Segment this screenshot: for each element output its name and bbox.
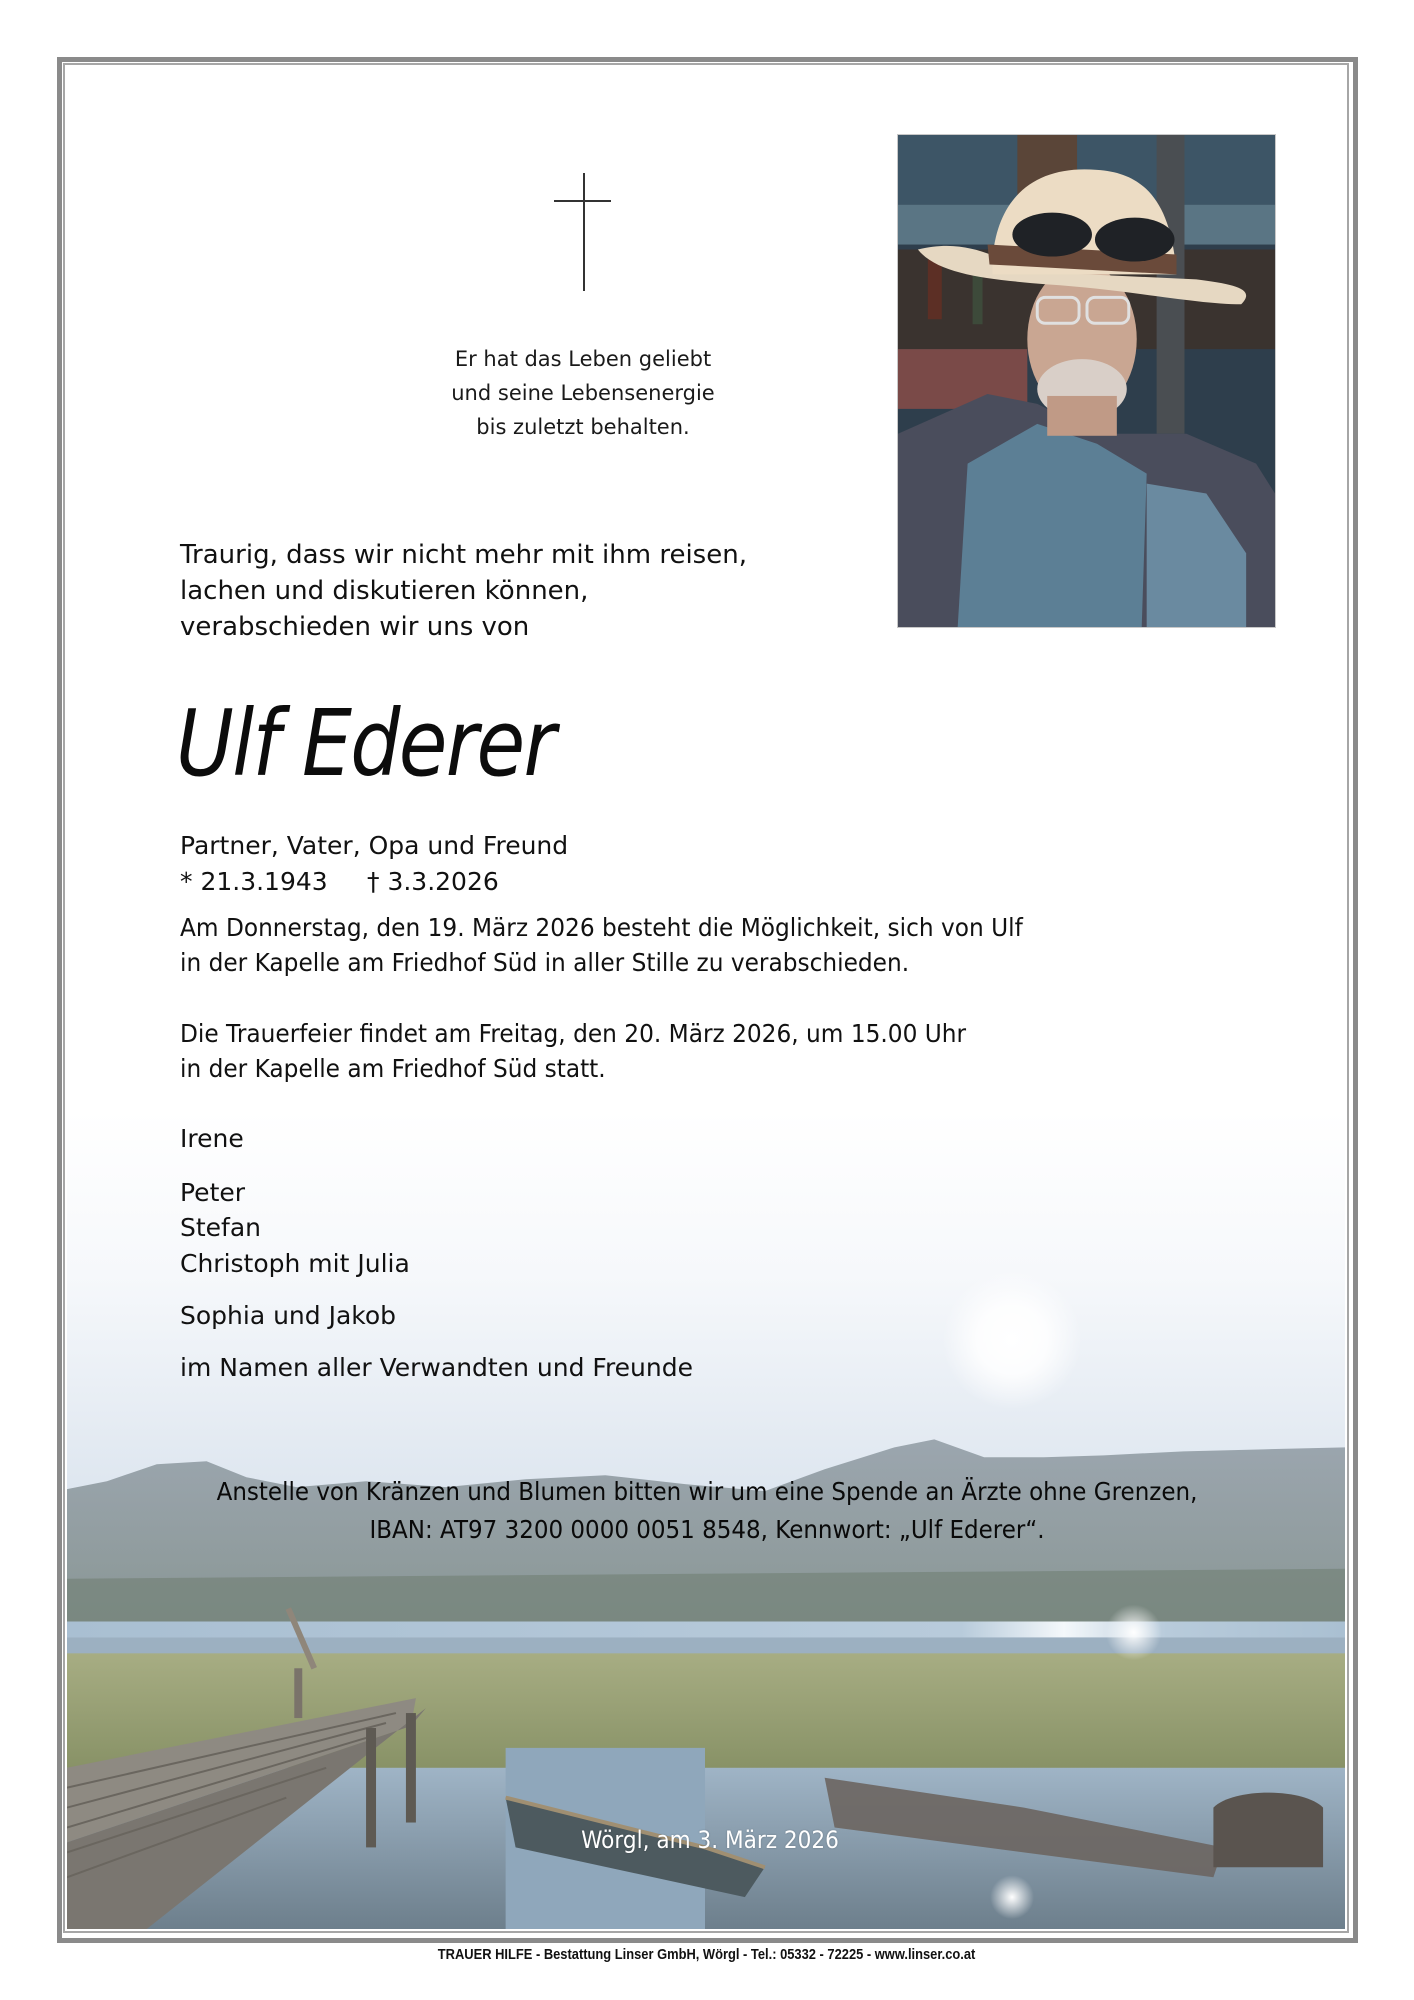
donation-request <box>140 1473 1274 1549</box>
memorial-quote <box>383 342 783 444</box>
announcement-line: in der Kapelle am Friedhof Süd in aller Stille zu verabschieden. <box>180 948 910 977</box>
deceased-roles: Partner, Vater, Opa und Freund <box>180 831 569 860</box>
funeral-home-footer <box>0 1946 1414 1963</box>
quote-line: bis zuletzt behalten. <box>476 415 690 439</box>
birth-date: * 21.3.1943 <box>180 867 328 896</box>
place-and-date: Wörgl, am 3. März 2026 <box>581 1826 839 1854</box>
life-dates <box>180 864 499 900</box>
intro-text <box>180 537 747 645</box>
donation-line: Anstelle von Kränzen und Blumen bitten wir um eine Spende an Ärzte ohne Grenzen, <box>216 1477 1198 1506</box>
mourner-name: Stefan <box>180 1213 262 1242</box>
announcement-line: Die Trauerfeier findet am Freitag, den 20. März 2026, um 15.00 Uhr <box>180 1019 967 1048</box>
footer-text: TRAUER HILFE - Bestattung Linser GmbH, Wörgl - Tel.: 05332 - 72225 - www.linser.co.at <box>438 1946 976 1963</box>
mourner-name: Christoph mit Julia <box>180 1249 410 1278</box>
mourners-closing: im Namen aller Verwandten und Freunde <box>180 1353 694 1382</box>
mourner-name: Peter <box>180 1178 246 1207</box>
death-date: † 3.3.2026 <box>367 867 499 896</box>
quote-line: und seine Lebensenergie <box>451 381 715 405</box>
announcement-line: in der Kapelle am Friedhof Süd statt. <box>180 1054 606 1083</box>
intro-line: Traurig, dass wir nicht mehr mit ihm reisen, <box>180 540 747 570</box>
quote-line: Er hat das Leben geliebt <box>454 347 712 371</box>
intro-line: lachen und diskutieren können, <box>180 576 589 606</box>
mourner-name: Sophia und Jakob <box>180 1301 397 1330</box>
intro-line: verabschieden wir uns von <box>180 612 530 642</box>
funeral-announcement <box>180 1016 966 1086</box>
portrait-photo <box>897 134 1276 628</box>
mourner-name: Irene <box>180 1124 244 1153</box>
announcement-line: Am Donnerstag, den 19. März 2026 besteht die Möglichkeit, sich von Ulf <box>180 913 1023 942</box>
farewell-announcement <box>180 910 1023 980</box>
donation-iban: IBAN: AT97 3200 0000 0051 8548, Kennwort: „Ulf Ederer“. <box>369 1515 1045 1544</box>
deceased-name: Ulf Ederer <box>176 690 555 797</box>
